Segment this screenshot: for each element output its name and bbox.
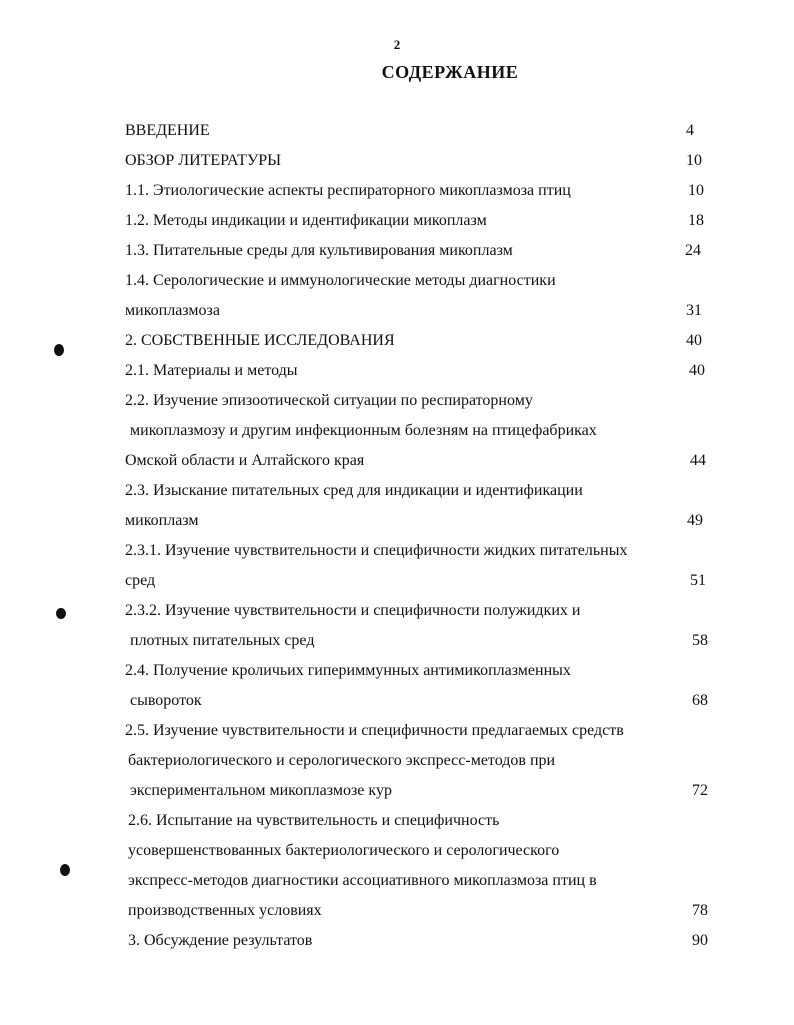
toc-line — [0, 690, 794, 712]
toc-line — [0, 570, 794, 592]
toc-entry-text: 1.2. Методы индикации и идентификации микоплазм — [125, 212, 487, 229]
toc-entry-text: экспериментальном микоплазмозе кур — [130, 782, 392, 799]
toc-page-number: 40 — [689, 362, 705, 379]
toc-entry-text: усовершенствованных бактериологического и серологического — [128, 842, 560, 859]
toc-entry-text: Омской области и Алтайского края — [125, 452, 365, 469]
toc-line — [0, 420, 794, 442]
toc-entry-text: 2. СОБСТВЕННЫЕ ИССЛЕДОВАНИЯ — [125, 332, 395, 349]
toc-entry-text: 2.3.1. Изучение чувствительности и специфичности жидких питательных — [125, 542, 628, 559]
toc-entry-text: бактериологического и серологического экспресс-методов при — [128, 752, 556, 769]
toc-line — [0, 750, 794, 772]
toc-page-number: 90 — [692, 932, 708, 949]
toc-entry-text: 1.4. Серологические и иммунологические методы диагностики — [125, 272, 556, 289]
toc-entry-text: микоплазмоза — [125, 302, 220, 319]
toc-line — [0, 360, 794, 382]
toc-page-number: 4 — [686, 122, 694, 139]
toc-entry-text: микоплазмозу и другим инфекционным болезням на птицефабриках — [130, 422, 597, 439]
toc-line — [0, 120, 794, 142]
toc-page-number: 10 — [686, 152, 702, 169]
toc-page-number: 44 — [690, 452, 706, 469]
toc-entry-text: 2.4. Получение кроличьих гипериммунных антимикоплазменных — [125, 662, 571, 679]
toc-page-number: 24 — [685, 242, 701, 259]
toc-line — [0, 660, 794, 682]
toc-entry-text: 2.2. Изучение эпизоотической ситуации по респираторному — [125, 392, 533, 409]
toc-page-number: 51 — [690, 572, 706, 589]
toc-entry-text: сывороток — [130, 692, 202, 709]
toc-line — [0, 510, 794, 532]
toc-page-number: 58 — [692, 632, 708, 649]
page-title: СОДЕРЖАНИЕ — [381, 62, 519, 82]
toc-entry-text: ОБЗОР ЛИТЕРАТУРЫ — [125, 152, 282, 169]
toc-line — [0, 600, 794, 622]
toc-line — [0, 540, 794, 562]
toc-line — [0, 930, 794, 952]
toc-page-number: 49 — [687, 512, 703, 529]
toc-line — [0, 840, 794, 862]
toc-line — [0, 720, 794, 742]
toc-page-number: 68 — [692, 692, 708, 709]
toc-line — [0, 630, 794, 652]
toc-line — [0, 900, 794, 922]
binding-hole-mark — [60, 864, 70, 876]
toc-line — [0, 240, 794, 262]
toc-entry-text: экспресс-методов диагностики ассоциативного микоплазмоза птиц в — [128, 872, 597, 889]
toc-line — [0, 870, 794, 892]
binding-hole-mark — [54, 344, 64, 356]
toc-line — [0, 300, 794, 322]
toc-entry-text: 2.5. Изучение чувствительности и специфичности предлагаемых средств — [125, 722, 624, 739]
toc-line — [0, 450, 794, 472]
toc-entry-text: микоплазм — [125, 512, 199, 529]
toc-entry-text: плотных питательных сред — [130, 632, 315, 649]
toc-line — [0, 780, 794, 802]
toc-page-number: 10 — [688, 182, 704, 199]
toc-page-number: 78 — [692, 902, 708, 919]
toc-entry-text: 3. Обсуждение результатов — [128, 932, 313, 949]
toc-entry-text: ВВЕДЕНИЕ — [125, 122, 210, 139]
toc-entry-text: 1.1. Этиологические аспекты респираторного микоплазмоза птиц — [125, 182, 571, 199]
toc-page-number: 18 — [688, 212, 704, 229]
toc-entry-text: сред — [125, 572, 156, 589]
toc-line — [0, 480, 794, 502]
toc-line — [0, 180, 794, 202]
toc-entry-text: 2.1. Материалы и методы — [125, 362, 298, 379]
toc-page-number: 40 — [686, 332, 702, 349]
toc-line — [0, 390, 794, 412]
toc-entry-text: производственных условиях — [128, 902, 322, 919]
toc-page-number: 72 — [692, 782, 708, 799]
toc-line — [0, 810, 794, 832]
toc-entry-text: 2.3.2. Изучение чувствительности и специфичности полужидких и — [125, 602, 581, 619]
toc-line — [0, 150, 794, 172]
toc-entry-text: 2.3. Изыскание питательных сред для индикации и идентификации — [125, 482, 583, 499]
toc-page-number: 31 — [686, 302, 702, 319]
toc-line — [0, 270, 794, 292]
page-number: 2 — [393, 37, 401, 52]
toc-line — [0, 210, 794, 232]
toc-entry-text: 1.3. Питательные среды для культивирования микоплазм — [125, 242, 513, 259]
toc-entry-text: 2.6. Испытание на чувствительность и специфичность — [128, 812, 500, 829]
binding-hole-mark — [56, 608, 66, 619]
toc-line — [0, 330, 794, 352]
